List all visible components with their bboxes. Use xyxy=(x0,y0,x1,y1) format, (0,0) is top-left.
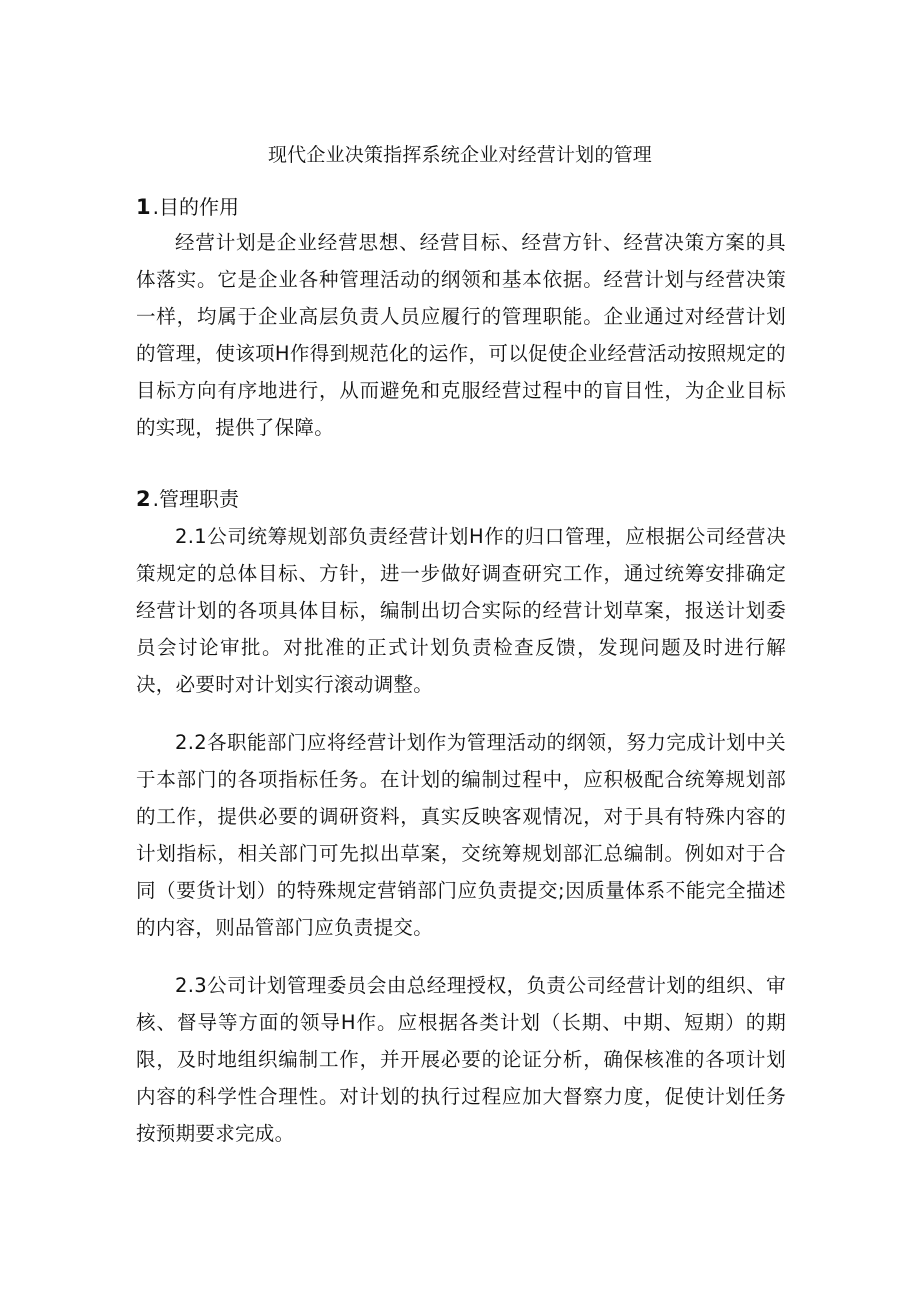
paragraph-2-3: 2.3公司计划管理委员会由总经理授权，负责公司经营计划的组织、审核、督导等方面的领导H作。应根据各类计划（长期、中期、短期）的期限，及时地组织编制工作，并开展必要的论证分析，确保核准的各项计划内容的科学性合理性。对计划的执行过程应加大督察力度，促使计划任务按预期要求完成。 xyxy=(136,974,786,1145)
section-title-2: .管理职责 xyxy=(152,487,239,511)
paragraph-purpose: 经营计划是企业经营思想、经营目标、经营方针、经营决策方案的具体落实。它是企业各种管理活动的纲领和基本依据。经营计划与经营决策一样，均属于企业高层负责人员应履行的管理职能。企业通过对经营计划的管理，使该项H作得到规范化的运作，可以促使企业经营活动按照规定的目标方向有序地进行，从而避免和克服经营过程中的盲目性，为企业目标的实现，提供了保障。 xyxy=(136,231,786,439)
section-title-1: .目的作用 xyxy=(152,195,239,219)
document-title: 现代企业决策指挥系统企业对经营计划的管理 xyxy=(267,144,652,166)
section-heading-1 xyxy=(136,193,239,221)
section-heading-2 xyxy=(136,485,239,513)
section-number-1: 1 xyxy=(136,195,151,219)
paragraph-2-2: 2.2各职能部门应将经营计划作为管理活动的纲领，努力完成计划中关于本部门的各项指标任务。在计划的编制过程中，应积极配合统筹规划部的工作，提供必要的调研资料，真实反映客观情况，对于具有特殊内容的计划指标，相关部门可先拟出草案，交统筹规划部汇总编制。例如对于合同（要货计划）的特殊规定营销部门应负责提交;因质量体系不能完全描述的内容，则品管部门应负责提交。 xyxy=(136,731,786,939)
paragraph-2-1: 2.1公司统筹规划部负责经营计划H作的归口管理，应根据公司经营决策规定的总体目标、方针，进一步做好调查研究工作，通过统筹安排确定经营计划的各项具体目标，编制出切合实际的经营计划草案，报送计划委员会讨论审批。对批准的正式计划负责检查反馈，发现问题及时进行解决，必要时对计划实行滚动调整。 xyxy=(136,525,786,696)
section-number-2: 2 xyxy=(136,487,151,511)
